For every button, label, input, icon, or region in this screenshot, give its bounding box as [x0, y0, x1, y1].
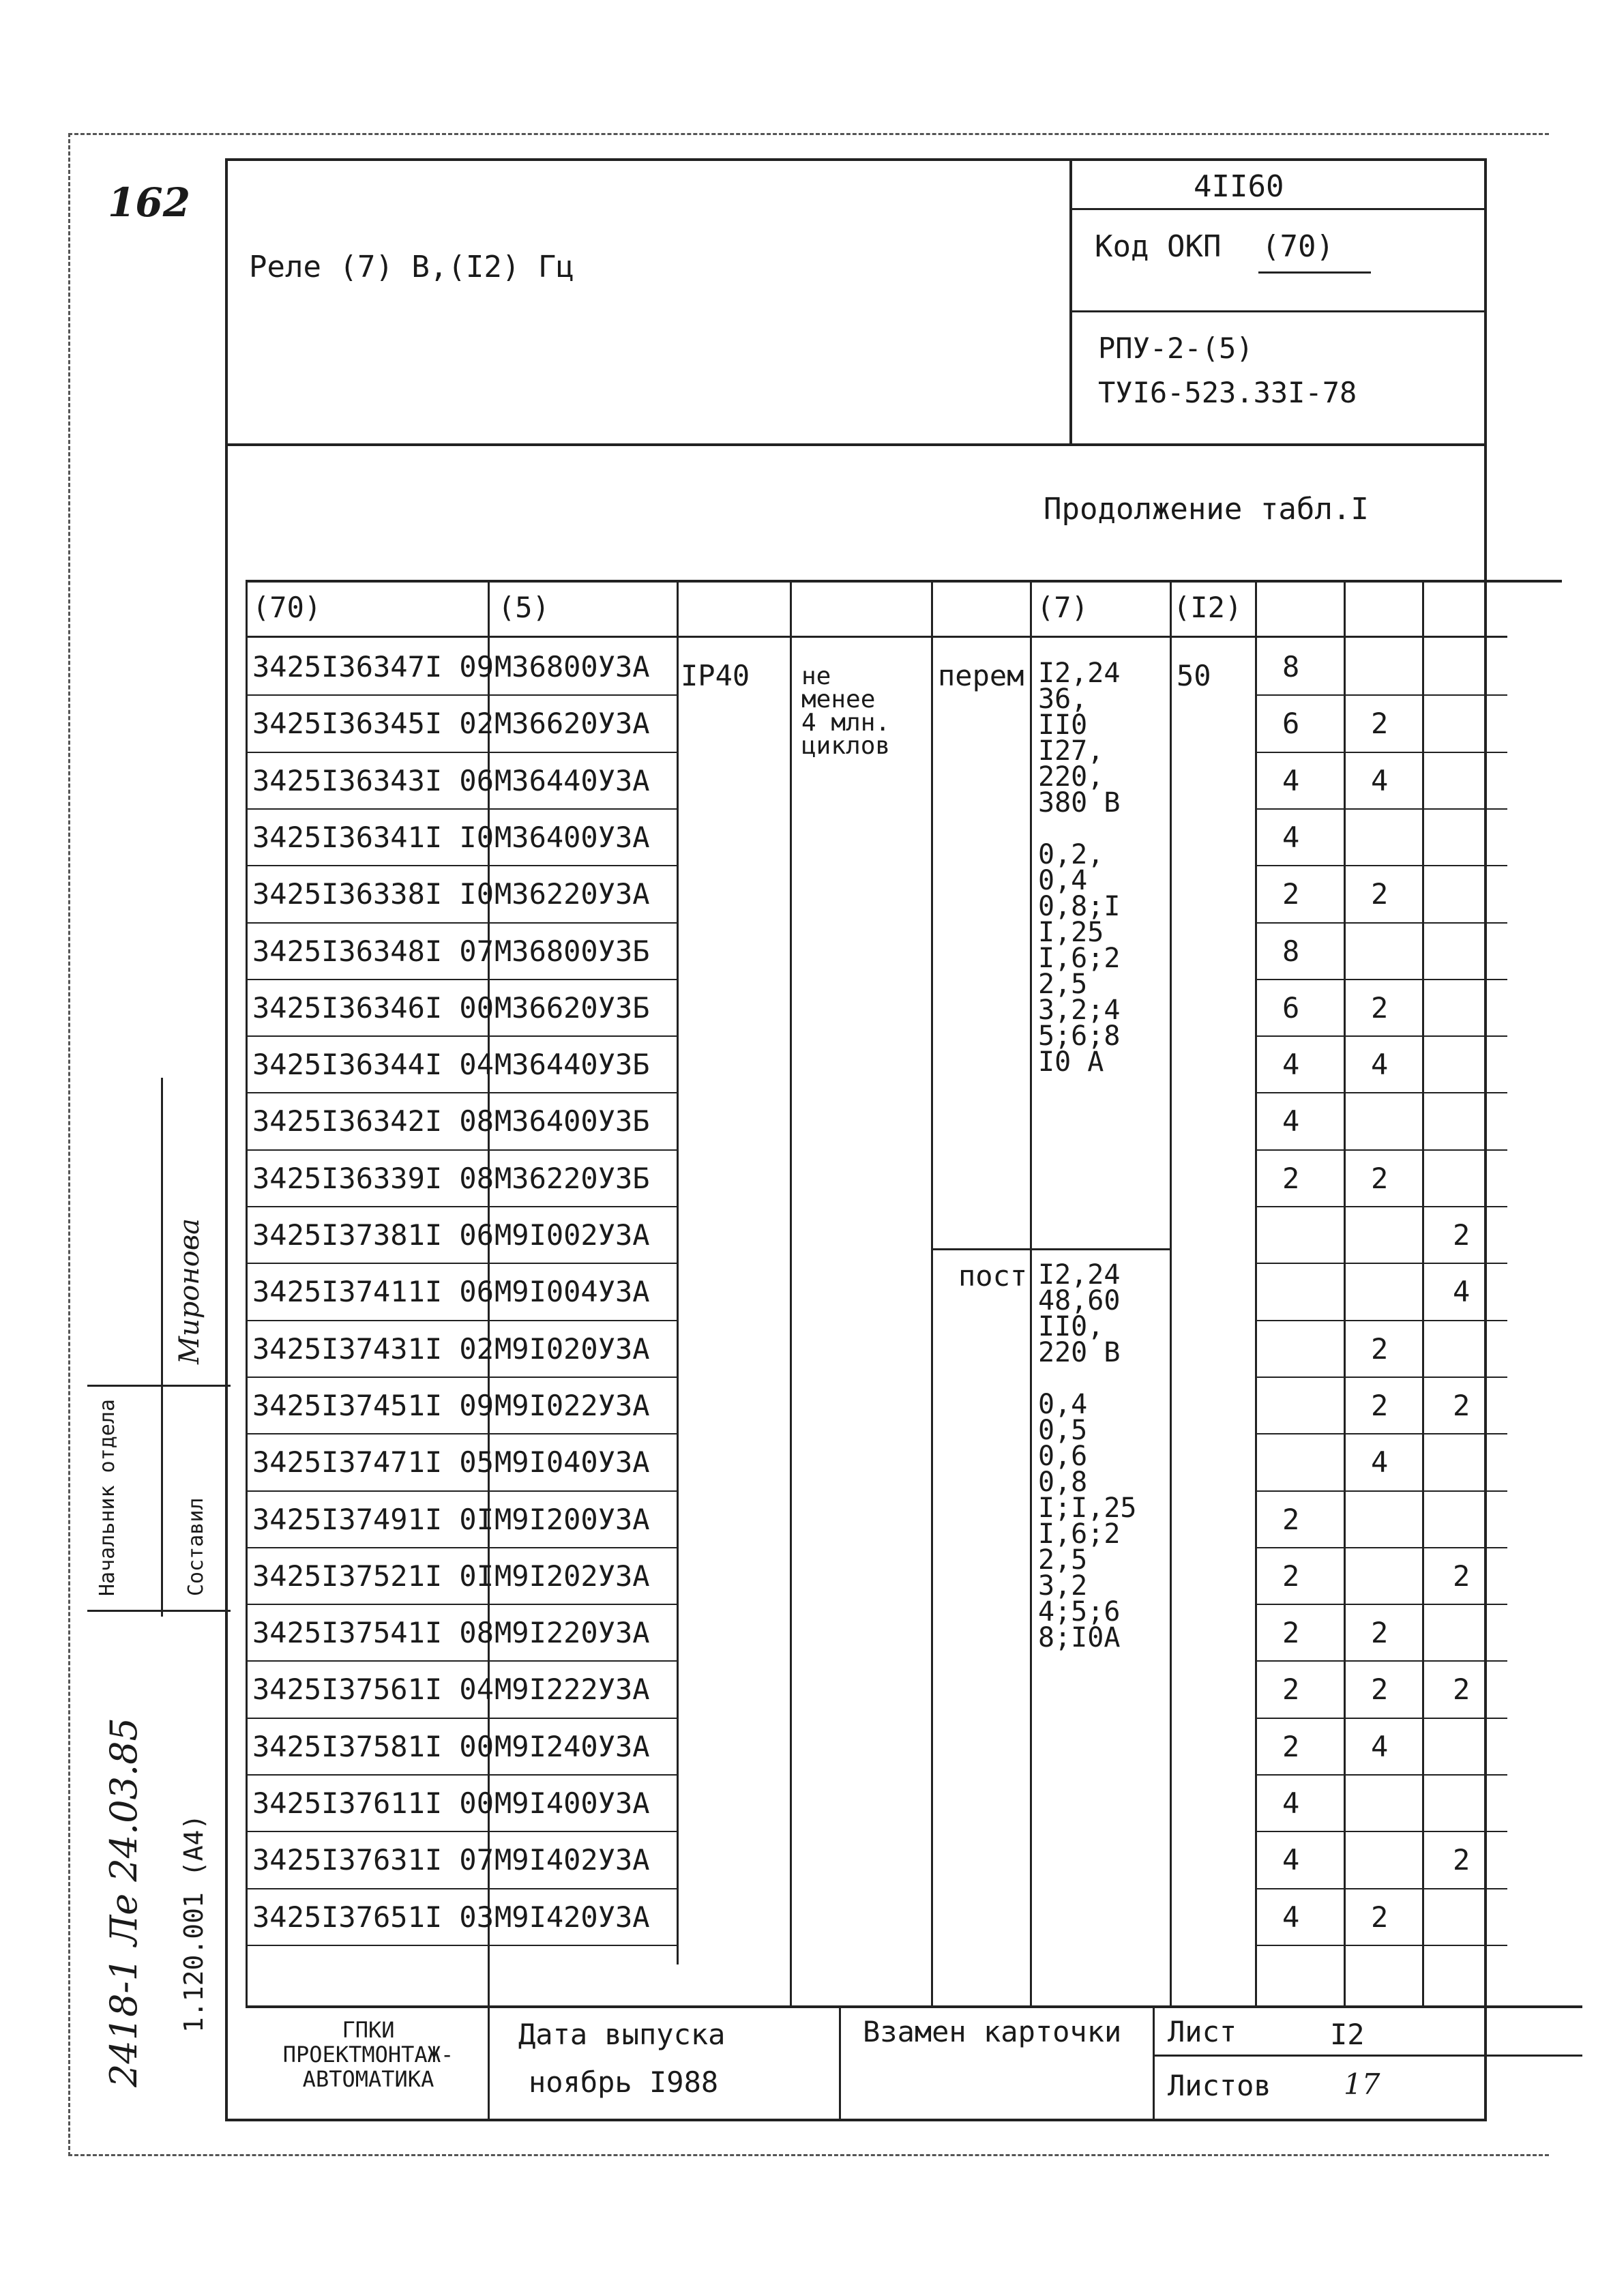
page-number: 162	[108, 179, 191, 226]
life-cycles: не менее 4 млн. циклов	[801, 662, 891, 760]
row-count-a: 8	[1282, 650, 1300, 683]
table-row-line-right	[1255, 1490, 1507, 1492]
row-count-b: 2	[1371, 1389, 1389, 1422]
doc-number: 4II60	[1194, 169, 1284, 204]
table-row-line-right	[1255, 1206, 1507, 1207]
footer-col-2	[839, 2005, 841, 2121]
footer-mid-line	[1153, 2055, 1582, 2057]
okp-underline	[1258, 271, 1371, 274]
table-row-line	[246, 1660, 677, 1662]
row-count-b: 4	[1371, 1730, 1389, 1763]
row-code: 3425I36345I 02	[252, 707, 494, 740]
row-code: 3425I37491I 0I	[252, 1503, 494, 1536]
table-row-line	[246, 1888, 677, 1889]
table-row-line-right	[1255, 808, 1507, 810]
table-row-line	[246, 694, 677, 696]
row-type: M36400УЗА	[494, 821, 650, 854]
table-row-line	[246, 1035, 677, 1037]
voltages-dc: I2,24 48,60 II0, 220 В 0,4 0,5 0,6 0,8 I;I,25 I,6;2 2,5 3,2 4;5;6 8;I0А	[1038, 1259, 1137, 1653]
row-code: 3425I36343I 06	[252, 764, 494, 797]
table-row-line	[246, 979, 677, 980]
row-type: M36440УЗБ	[494, 1048, 650, 1081]
row-code: 3425I37431I 02	[252, 1332, 494, 1366]
row-code: 3425I37651I 03	[252, 1900, 494, 1934]
row-count-a: 4	[1282, 1104, 1300, 1138]
row-count-c: 2	[1453, 1389, 1470, 1422]
row-type: M36620УЗА	[494, 707, 650, 740]
col-line-5	[1030, 580, 1032, 2005]
row-count-c: 4	[1453, 1275, 1470, 1308]
row-type: M9I402УЗА	[494, 1843, 650, 1876]
voltages-ac: I2,24 36, II0 I27, 220, 380 В 0,2, 0,4 0,8;I I,25 I,6;2 2,5 3,2;4 5;6;8 I0 А	[1038, 658, 1121, 1078]
header-col-type: (5)	[498, 591, 550, 624]
sheet-value: I2	[1330, 2018, 1365, 2051]
table-row-line-right	[1255, 1320, 1507, 1321]
header-col-code: (70)	[252, 591, 322, 624]
row-type: M9I004УЗА	[494, 1275, 650, 1308]
table-row-line	[246, 1547, 677, 1548]
table-row-line-right	[1255, 1945, 1507, 1946]
table-row-line	[246, 1604, 677, 1605]
row-count-a: 2	[1282, 1673, 1300, 1706]
table-row-line	[246, 752, 677, 753]
row-code: 3425I37611I 00	[252, 1786, 494, 1820]
col-line-2	[677, 580, 679, 1964]
row-code: 3425I37381I 06	[252, 1218, 494, 1252]
header-col-frequency: (I2)	[1173, 591, 1243, 624]
row-type: M36440УЗА	[494, 764, 650, 797]
col-line-9	[1422, 580, 1424, 2005]
row-count-c: 2	[1453, 1843, 1470, 1876]
table-row-line-right	[1255, 1888, 1507, 1889]
row-type: M9I420УЗА	[494, 1900, 650, 1934]
row-code: 3425I36344I 04	[252, 1048, 494, 1081]
sheets-value: 17	[1344, 2067, 1380, 2101]
footer-top-line	[246, 2005, 1582, 2008]
row-code: 3425I36338I I0	[252, 877, 494, 911]
table-row-line-right	[1255, 1377, 1507, 1378]
row-code: 3425I37631I 07	[252, 1843, 494, 1876]
table-row-line-right	[1255, 865, 1507, 866]
row-count-a: 8	[1282, 934, 1300, 968]
table-row-line	[246, 1206, 677, 1207]
table-row-line-right	[1255, 1774, 1507, 1776]
table-row-line	[246, 922, 677, 924]
table-row-line-right	[1255, 1547, 1507, 1548]
row-count-b: 4	[1371, 1048, 1389, 1081]
row-count-b: 4	[1371, 1445, 1389, 1479]
table-row-line-right	[1255, 1660, 1507, 1662]
row-count-a: 6	[1282, 707, 1300, 740]
table-row-line	[246, 1433, 677, 1434]
row-code: 3425I37451I 09	[252, 1389, 494, 1422]
row-code: 3425I37521I 0I	[252, 1559, 494, 1593]
table-row-line	[246, 1774, 677, 1776]
row-code: 3425I36348I 07	[252, 934, 494, 968]
row-count-b: 2	[1371, 1673, 1389, 1706]
row-count-a: 4	[1282, 821, 1300, 854]
row-type: M36220УЗА	[494, 877, 650, 911]
row-type: M9I002УЗА	[494, 1218, 650, 1252]
margin-compiled: Составил	[184, 1497, 208, 1596]
row-count-a: 2	[1282, 1503, 1300, 1536]
row-code: 3425I37411I 06	[252, 1275, 494, 1308]
org-name: ГПКИ ПРОЕКТМОНТАЖ- АВТОМАТИКА	[282, 2017, 454, 2092]
table-row-line-right	[1255, 1035, 1507, 1037]
row-count-a: 2	[1282, 877, 1300, 911]
col-line-3	[790, 580, 792, 2005]
footer	[225, 2005, 1487, 2121]
margin-chief: Начальник отдела	[95, 1399, 119, 1596]
header-row-line-2	[1069, 310, 1487, 312]
margin-line	[87, 1385, 231, 1387]
row-type: M9I200УЗА	[494, 1503, 650, 1536]
table-row-line	[246, 808, 677, 810]
standard-line-1: РПУ-2-(5)	[1098, 332, 1254, 365]
table-row-line-right	[1255, 694, 1507, 696]
row-count-a: 4	[1282, 764, 1300, 797]
row-type: M36800УЗБ	[494, 934, 650, 968]
okp-label: Код ОКП	[1095, 229, 1222, 264]
row-code: 3425I36339I 08	[252, 1162, 494, 1195]
table-row-line	[246, 1149, 677, 1151]
table-row-line-right	[1255, 1604, 1507, 1605]
table-row-line-right	[1255, 1149, 1507, 1151]
row-count-a: 2	[1282, 1616, 1300, 1649]
date-label: Дата выпуска	[518, 2018, 726, 2051]
row-type: M36400УЗБ	[494, 1104, 650, 1138]
row-type: M9I240УЗА	[494, 1730, 650, 1763]
row-count-a: 2	[1282, 1162, 1300, 1195]
row-code: 3425I37561I 04	[252, 1673, 494, 1706]
continuation-note: Продолжение табл.I	[1044, 492, 1369, 527]
row-type: M9I222УЗА	[494, 1673, 650, 1706]
table-row-line	[246, 1945, 677, 1946]
row-code: 3425I37541I 08	[252, 1616, 494, 1649]
margin-format: 1.120.001 (А4)	[179, 1814, 209, 2033]
margin-stamp: 2418-1 Ле 24.03.85	[102, 1718, 145, 2087]
table-row-line	[246, 1263, 677, 1264]
row-code: 3425I37471I 05	[252, 1445, 494, 1479]
header-divider-vertical	[1069, 158, 1072, 445]
date-value: ноябрь I988	[529, 2065, 719, 2099]
row-count-b: 4	[1371, 764, 1389, 797]
row-count-b: 2	[1371, 877, 1389, 911]
current-dc: пост	[958, 1259, 1028, 1293]
row-type: M9I040УЗА	[494, 1445, 650, 1479]
row-code: 3425I36347I 09	[252, 650, 494, 683]
table-row-line-right	[1255, 979, 1507, 980]
table-row-line-right	[1255, 922, 1507, 924]
row-type: M36220УЗБ	[494, 1162, 650, 1195]
table-row-line	[246, 1490, 677, 1492]
row-count-b: 2	[1371, 1900, 1389, 1934]
table-row-line	[246, 1092, 677, 1093]
row-count-b: 2	[1371, 1616, 1389, 1649]
current-ac: перем	[938, 659, 1024, 692]
table-row-line	[246, 865, 677, 866]
row-code: 3425I36341I I0	[252, 821, 494, 854]
table-row-line-right	[1255, 752, 1507, 753]
row-count-b: 2	[1371, 707, 1389, 740]
replace-label: Взамен карточки	[863, 2015, 1122, 2048]
row-code: 3425I37581I 00	[252, 1730, 494, 1763]
row-count-b: 2	[1371, 1332, 1389, 1366]
row-count-a: 2	[1282, 1730, 1300, 1763]
row-type: M36620УЗБ	[494, 991, 650, 1025]
main-table	[225, 580, 1487, 2005]
row-count-b: 2	[1371, 1162, 1389, 1195]
footer-col-3	[1153, 2005, 1155, 2121]
table-row-line-right	[1255, 1092, 1507, 1093]
table-row-line	[246, 1718, 677, 1719]
header-col-voltage: (7)	[1037, 591, 1089, 624]
table-row-line	[246, 1377, 677, 1378]
table-top-line	[246, 580, 1562, 583]
row-count-a: 6	[1282, 991, 1300, 1025]
row-code: 3425I36342I 08	[252, 1104, 494, 1138]
ac-dc-divider	[931, 1248, 1170, 1250]
row-count-a: 2	[1282, 1559, 1300, 1593]
row-type: M9I202УЗА	[494, 1559, 650, 1593]
row-type: M9I022УЗА	[494, 1389, 650, 1422]
col-line-4	[931, 580, 933, 2005]
header-title: Реле (7) В,(I2) Гц	[249, 250, 574, 284]
table-row-line-right	[1255, 1718, 1507, 1719]
standard-line-2: ТУI6-523.33I-78	[1098, 376, 1357, 409]
row-count-c: 2	[1453, 1673, 1470, 1706]
col-line-7	[1255, 580, 1257, 2005]
table-row-line-right	[1255, 1263, 1507, 1264]
header-row-line-1	[1069, 208, 1487, 210]
table-header-line	[246, 636, 1507, 638]
table-row-line-right	[1255, 1433, 1507, 1434]
table-row-line	[246, 1320, 677, 1321]
row-code: 3425I36346I 00	[252, 991, 494, 1025]
row-type: M36800УЗА	[494, 650, 650, 683]
margin-signature: Миронова	[174, 1218, 205, 1364]
frequency: 50	[1177, 659, 1211, 692]
row-type: M9I220УЗА	[494, 1616, 650, 1649]
row-type: M9I020УЗА	[494, 1332, 650, 1366]
row-count-c: 2	[1453, 1559, 1470, 1593]
row-count-a: 4	[1282, 1786, 1300, 1820]
row-count-b: 2	[1371, 991, 1389, 1025]
sheet-label: Лист	[1168, 2015, 1237, 2048]
col-line-8	[1344, 580, 1346, 2005]
header-bottom-line	[225, 443, 1487, 446]
footer-col-1	[488, 2005, 490, 2121]
row-count-c: 2	[1453, 1218, 1470, 1252]
col-line-left	[246, 580, 248, 2005]
ip-rating: IP40	[681, 659, 750, 692]
col-line-6	[1170, 580, 1172, 2005]
margin-vline	[161, 1078, 163, 1617]
sheets-label: Листов	[1168, 2069, 1271, 2102]
table-row-line-right	[1255, 1831, 1507, 1832]
table-row-line	[246, 1831, 677, 1832]
row-type: M9I400УЗА	[494, 1786, 650, 1820]
row-count-a: 4	[1282, 1843, 1300, 1876]
margin-line-2	[87, 1610, 231, 1612]
okp-value: (70)	[1262, 229, 1334, 264]
row-count-a: 4	[1282, 1048, 1300, 1081]
row-count-a: 4	[1282, 1900, 1300, 1934]
